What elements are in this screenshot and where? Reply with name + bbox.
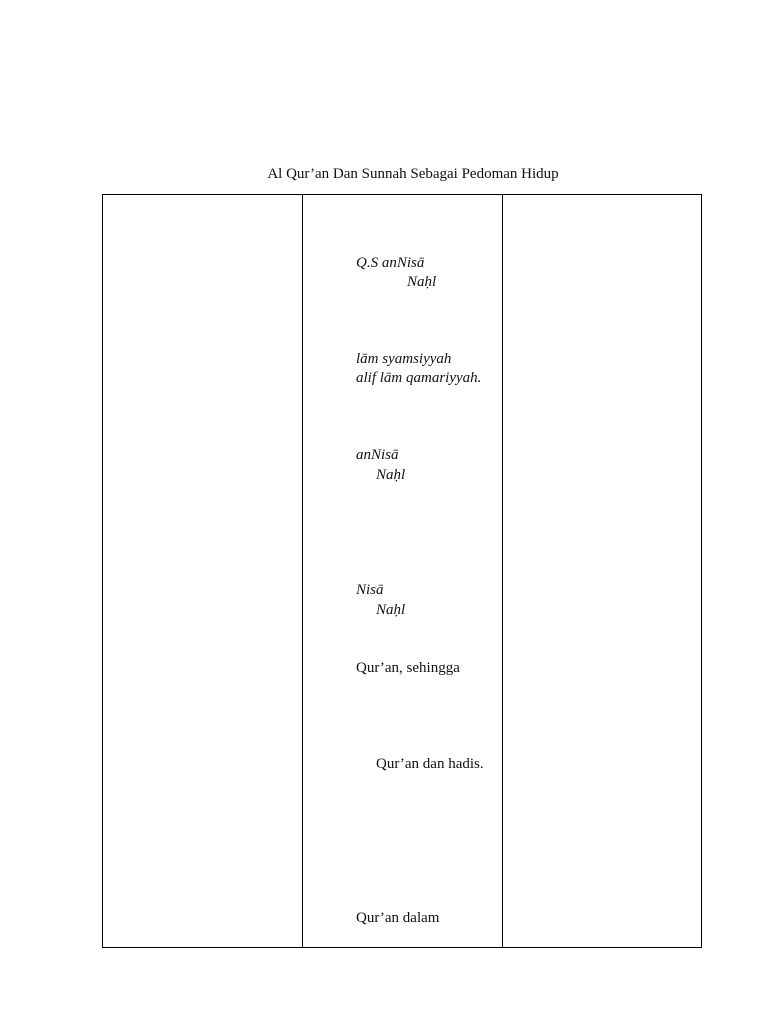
cell-text-nahl: Naḥl <box>407 274 437 290</box>
document-title: Al Qur’an Dan Sunnah Sebagai Pedoman Hidup <box>267 166 559 182</box>
content-table <box>102 194 702 948</box>
cell-text-qs-annisa: Q.S anNisā <box>356 255 425 271</box>
cell-text-nahl: Naḥl <box>376 602 406 618</box>
cell-text-quran-dalam: Qur’an dalam <box>356 910 440 926</box>
column-divider-right <box>502 195 503 947</box>
cell-text-lam-syamsiyyah: lām syamsiyyah <box>356 351 452 367</box>
cell-text-alif-lam-qamariyyah: alif lām qamariyyah. <box>356 370 482 386</box>
cell-text-quran-dan-hadis: Qur’an dan hadis. <box>376 756 484 772</box>
cell-text-quran-sehingga: Qur’an, sehingga <box>356 660 460 676</box>
cell-text-nisa: Nisā <box>356 582 384 598</box>
cell-text-nahl: Naḥl <box>376 467 406 483</box>
cell-text-annisa: anNisā <box>356 447 399 463</box>
column-divider-left <box>302 195 303 947</box>
